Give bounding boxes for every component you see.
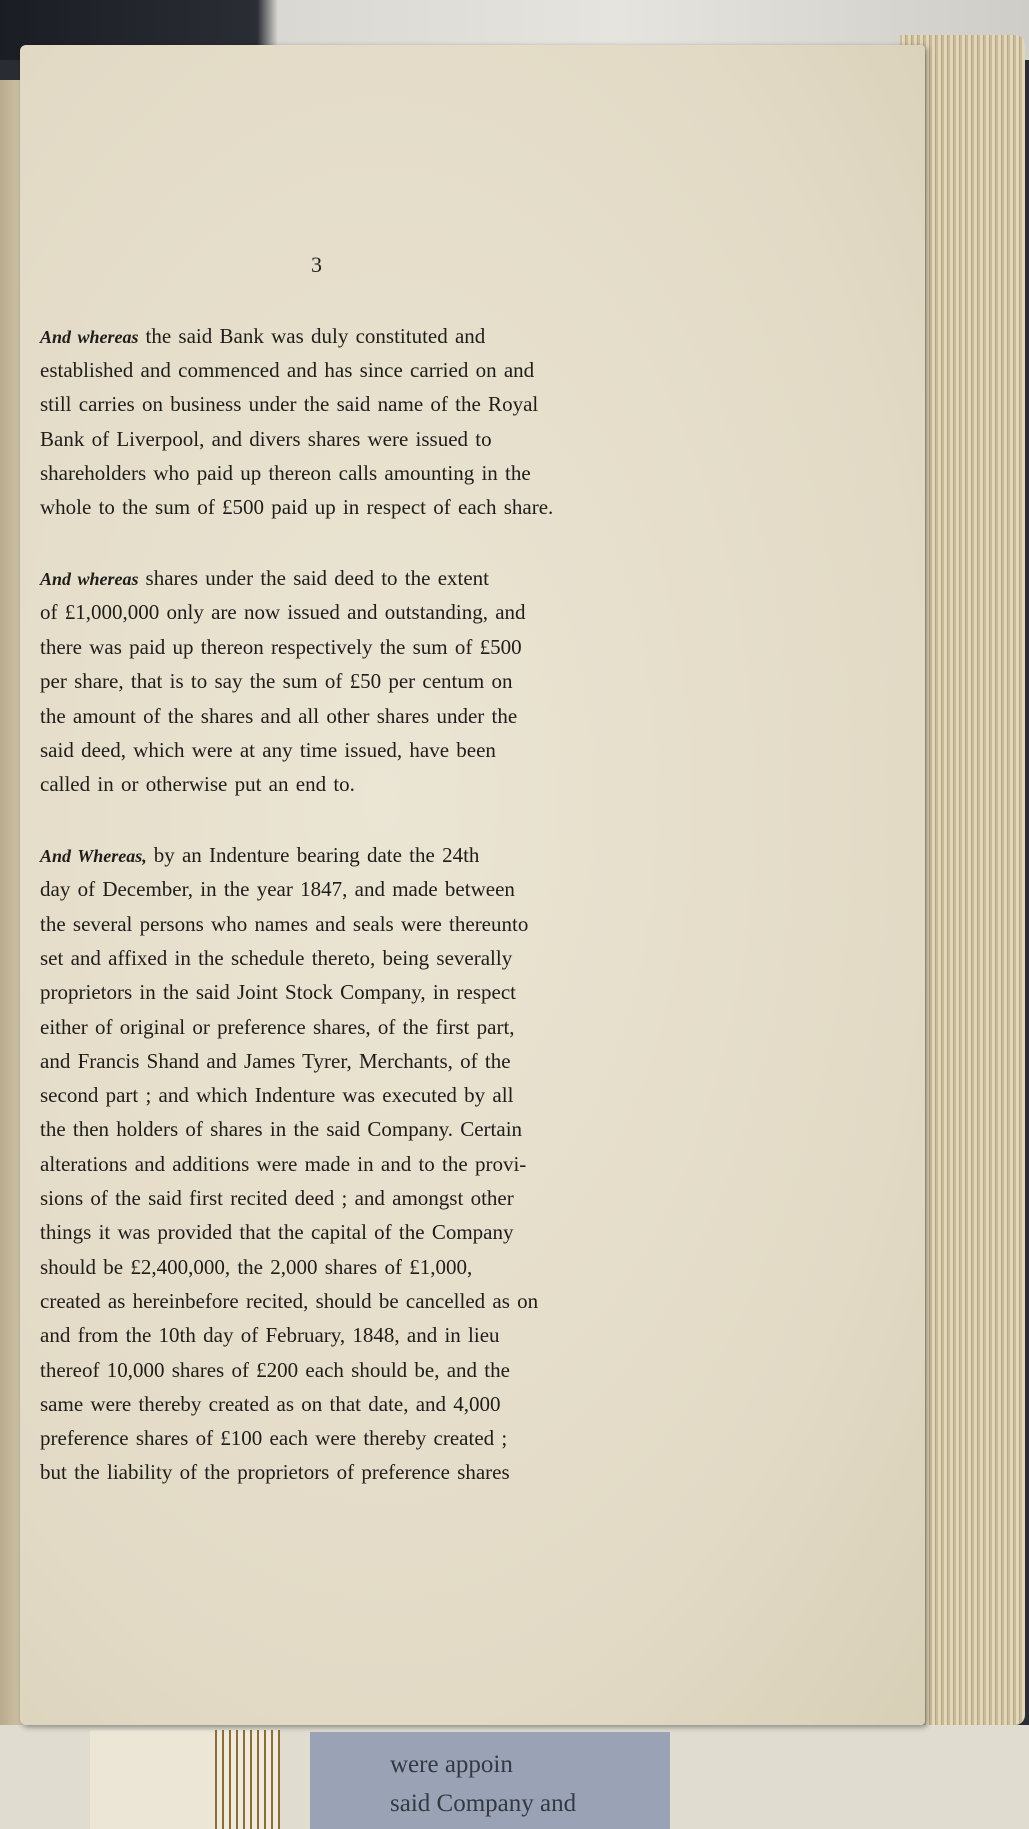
text-line (40, 1219, 514, 1245)
line-text: sions of the said first recited deed ; and amongst other (40, 1186, 514, 1210)
text-line (40, 668, 512, 694)
paragraph-opener: And whereas (40, 569, 139, 589)
line-text: the said Bank was duly constituted and (145, 324, 486, 348)
line-text: per share, that is to say the sum of £50 per centum on (40, 669, 513, 693)
text-line (40, 1391, 501, 1417)
text-line (40, 979, 516, 1005)
text-line (40, 876, 515, 902)
text-line (40, 1151, 526, 1177)
line-text: by an Indenture bearing date the 24th (153, 843, 480, 867)
text-line (40, 911, 528, 937)
line-text: the amount of the shares and all other shares under the (40, 704, 518, 728)
text-line (40, 945, 512, 971)
line-text: day of December, in the year 1847, and made between (40, 877, 515, 901)
text-line (40, 1014, 515, 1040)
text-line (40, 1459, 510, 1485)
scrap-line: said Company and (390, 1790, 577, 1817)
line-text: and Francis Shand and James Tyrer, Merchants, of the (40, 1049, 511, 1073)
text-line (40, 323, 485, 349)
text-line (40, 703, 517, 729)
text-line (40, 1357, 510, 1383)
text-line (40, 737, 496, 763)
line-text: Bank of Liverpool, and divers shares were issued to (40, 427, 492, 451)
line-text: the several persons who names and seals were thereunto (40, 912, 529, 936)
text-line (40, 1116, 522, 1142)
line-text: thereof 10,000 shares of £200 each should be, and the (40, 1358, 510, 1382)
text-line (40, 1322, 500, 1348)
line-text: still carries on business under the said name of the Royal (40, 392, 539, 416)
line-text: proprietors in the said Joint Stock Company, in respect (40, 980, 516, 1004)
line-text: things it was provided that the capital of the Company (40, 1220, 514, 1244)
line-text: but the liability of the proprietors of preference shares (40, 1460, 510, 1484)
line-text: of £1,000,000 only are now issued and outstanding, and (40, 600, 526, 624)
page-number: 3 (311, 252, 322, 277)
text-line (40, 771, 355, 797)
scrap-line: were appoin (390, 1751, 513, 1778)
line-text: shareholders who paid up thereon calls amounting in the (40, 461, 531, 485)
text-line (40, 391, 538, 417)
line-text: called in or otherwise put an end to. (40, 772, 355, 796)
line-text: the then holders of shares in the said Company. Certain (40, 1117, 523, 1141)
line-text: and from the 10th day of February, 1848, and in lieu (40, 1323, 500, 1347)
text-line (40, 1185, 514, 1211)
text-line (40, 494, 553, 520)
line-text: same were thereby created as on that date, and 4,000 (40, 1392, 501, 1416)
line-text: whole to the sum of £500 paid up in respect of each share. (40, 495, 554, 519)
paragraph-opener: And Whereas, (40, 846, 147, 866)
text-line (40, 1254, 472, 1280)
text-line (40, 842, 479, 868)
text-line (40, 1288, 538, 1314)
line-text: said deed, which were at any time issued, have been (40, 738, 496, 762)
text-line (40, 1082, 513, 1108)
line-text: alterations and additions were made in and to the provi- (40, 1152, 527, 1176)
line-text: set and affixed in the schedule thereto, being severally (40, 946, 513, 970)
text-line (40, 426, 492, 452)
text-line (40, 565, 489, 591)
text-line (40, 1048, 511, 1074)
line-text: there was paid up thereon respectively the sum of £500 (40, 635, 522, 659)
text-line (40, 599, 526, 625)
line-text: second part ; and which Indenture was executed by all (40, 1083, 514, 1107)
line-text: shares under the said deed to the extent (145, 566, 489, 590)
text-line (40, 357, 534, 383)
bottom-leaf (90, 1730, 280, 1829)
line-text: established and commenced and has since carried on and (40, 358, 535, 382)
line-text: should be £2,400,000, the 2,000 shares of £1,000, (40, 1255, 473, 1279)
paragraph-opener: And whereas (40, 327, 139, 347)
text-line (40, 634, 522, 660)
line-text: either of original or preference shares, of the first part, (40, 1015, 515, 1039)
text-line (40, 1425, 507, 1451)
line-text: preference shares of £100 each were thereby created ; (40, 1426, 508, 1450)
text-line (40, 460, 531, 486)
line-text: created as hereinbefore recited, should be cancelled as on (40, 1289, 539, 1313)
